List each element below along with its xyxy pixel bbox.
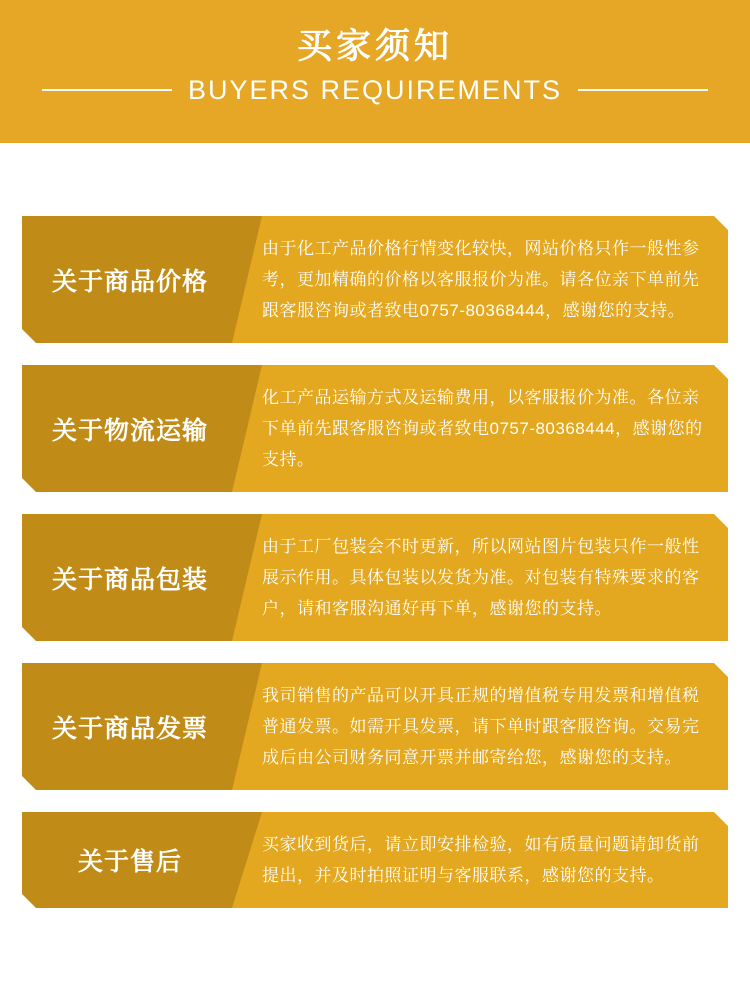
corner-notch-top-icon xyxy=(714,812,728,826)
corner-notch-icon xyxy=(22,894,36,908)
sections-list xyxy=(0,143,750,908)
corner-notch-icon xyxy=(22,776,36,790)
section-label: 关于商品价格 xyxy=(22,216,232,343)
corner-notch-top-icon xyxy=(714,216,728,230)
corner-notch-icon xyxy=(22,627,36,641)
corner-notch-top-icon xyxy=(714,663,728,677)
section-body: 化工产品运输方式及运输费用，以客服报价为准。各位亲下单前先跟客服咨询或者致电0757-80368444，感谢您的支持。 xyxy=(262,388,703,469)
section-label: 关于商品包装 xyxy=(22,514,232,641)
section-body: 我司销售的产品可以开具正规的增值税专用发票和增值税普通发票。如需开具发票，请下单时跟客服咨询。交易完成后由公司财务同意开票并邮寄给您，感谢您的支持。 xyxy=(262,686,700,767)
section-body: 买家收到货后，请立即安排检验，如有质量问题请卸货前提出，并及时拍照证明与客服联系，感谢您的支持。 xyxy=(262,835,700,885)
section-label: 关于售后 xyxy=(22,812,232,908)
section-label: 关于物流运输 xyxy=(22,365,232,492)
rule-left-icon xyxy=(42,89,172,91)
page-subtitle: BUYERS REQUIREMENTS xyxy=(187,75,563,105)
section-body: 由于工厂包装会不时更新，所以网站图片包装只作一般性展示作用。具体包装以发货为准。对包装有特殊要求的客户，请和客服沟通好再下单，感谢您的支持。 xyxy=(262,537,700,618)
corner-notch-icon xyxy=(22,329,36,343)
corner-notch-icon xyxy=(22,478,36,492)
section-body: 由于化工产品价格行情变化较快，网站价格只作一般性参考，更加精确的价格以客服报价为准。请各位亲下单前先跟客服咨询或者致电0757-80368444，感谢您的支持。 xyxy=(262,239,700,320)
section-row xyxy=(22,216,728,343)
page-header xyxy=(0,0,750,143)
section-row xyxy=(22,514,728,641)
section-label: 关于商品发票 xyxy=(22,663,232,790)
corner-notch-top-icon xyxy=(714,514,728,528)
rule-right-icon xyxy=(578,89,708,91)
subtitle-row xyxy=(0,74,750,106)
corner-notch-top-icon xyxy=(714,365,728,379)
page-title: 买家须知 xyxy=(296,27,453,66)
section-row xyxy=(22,663,728,790)
section-row xyxy=(22,365,728,492)
section-row xyxy=(22,812,728,908)
